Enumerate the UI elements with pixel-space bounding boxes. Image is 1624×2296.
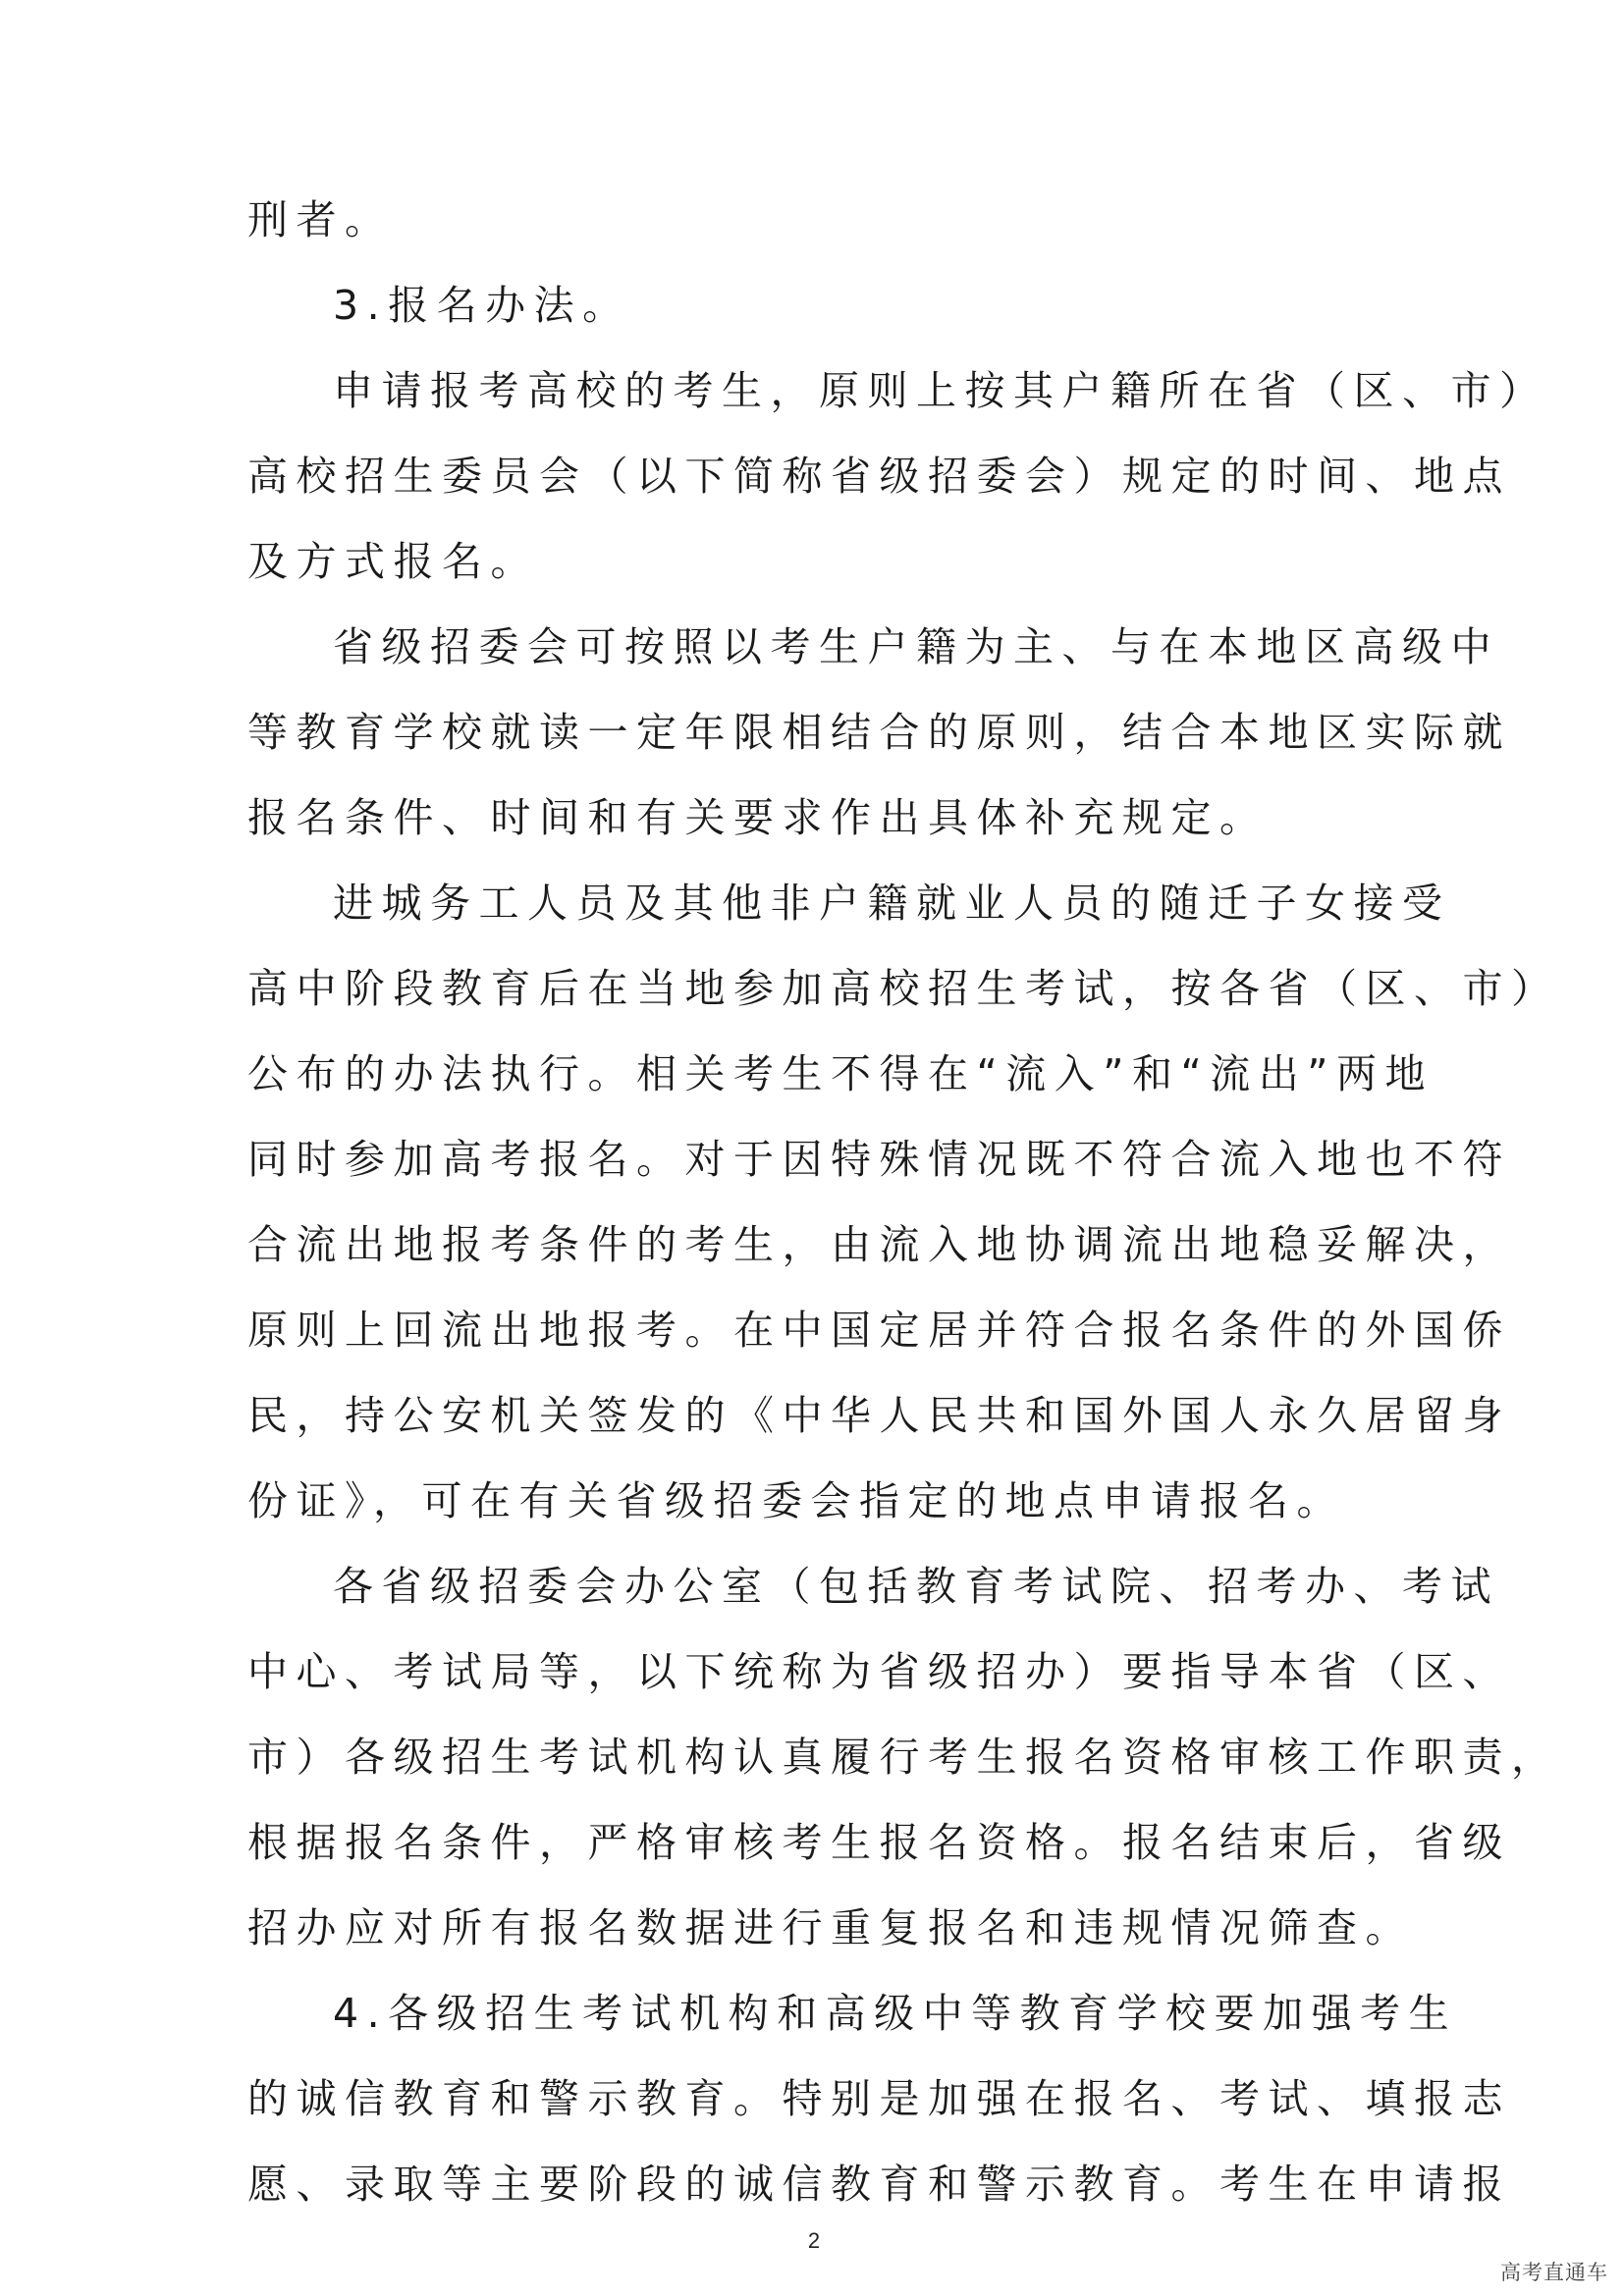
text-line: 中心、考试局等，以下统称为省级招办）要指导本省（区、: [247, 1648, 1511, 1695]
text-line: 愿、录取等主要阶段的诚信教育和警示教育。考生在申请报: [247, 2161, 1511, 2208]
section-heading: 3.报名办法。: [333, 282, 631, 329]
text-line: 高校招生委员会（以下简称省级招委会）规定的时间、地点: [247, 453, 1511, 500]
text-line: 等教育学校就读一定年限相结合的原则，结合本地区实际就: [247, 709, 1511, 756]
text-line: 及方式报名。: [247, 538, 539, 585]
text-line: 同时参加高考报名。对于因特殊情况既不符合流入地也不符: [247, 1136, 1511, 1183]
text-line: 各省级招委会办公室（包括教育考试院、招考办、考试: [333, 1563, 1499, 1610]
page-number: 2: [807, 2228, 821, 2253]
text-line: 民，持公安机关签发的《中华人民共和国外国人永久居留身: [247, 1392, 1511, 1439]
text-line: 招办应对所有报名数据进行重复报名和违规情况筛查。: [247, 1904, 1414, 1951]
text-line: 的诚信教育和警示教育。特别是加强在报名、考试、填报志: [247, 2075, 1511, 2122]
text-line: 省级招委会可按照以考生户籍为主、与在本地区高级中: [333, 623, 1499, 670]
text-line: 公布的办法执行。相关考生不得在“流入”和“流出”两地: [247, 1050, 1434, 1097]
text-line: 报名条件、时间和有关要求作出具体补充规定。: [247, 794, 1269, 841]
text-line: 根据报名条件，严格审核考生报名资格。报名结束后，省级: [247, 1819, 1511, 1866]
text-line: 市）各级招生考试机构认真履行考生报名资格审核工作职责，: [247, 1734, 1560, 1781]
text-line: 合流出地报考条件的考生，由流入地协调流出地稳妥解决，: [247, 1221, 1511, 1268]
section-heading: 4.各级招生考试机构和高级中等教育学校要加强考生: [333, 1990, 1458, 2037]
text-line: 申请报考高校的考生，原则上按其户籍所在省（区、市）: [333, 367, 1548, 414]
text-line: 原则上回流出地报考。在中国定居并符合报名条件的外国侨: [247, 1307, 1511, 1354]
text-line: 份证》，可在有关省级招委会指定的地点申请报名。: [247, 1477, 1345, 1524]
text-line: 高中阶段教育后在当地参加高校招生考试，按各省（区、市）: [247, 965, 1560, 1012]
watermark-text: 高考直通车: [1500, 2261, 1608, 2284]
text-line: 进城务工人员及其他非户籍就业人员的随迁子女接受: [333, 880, 1451, 927]
text-line: 刑者。: [247, 196, 394, 243]
